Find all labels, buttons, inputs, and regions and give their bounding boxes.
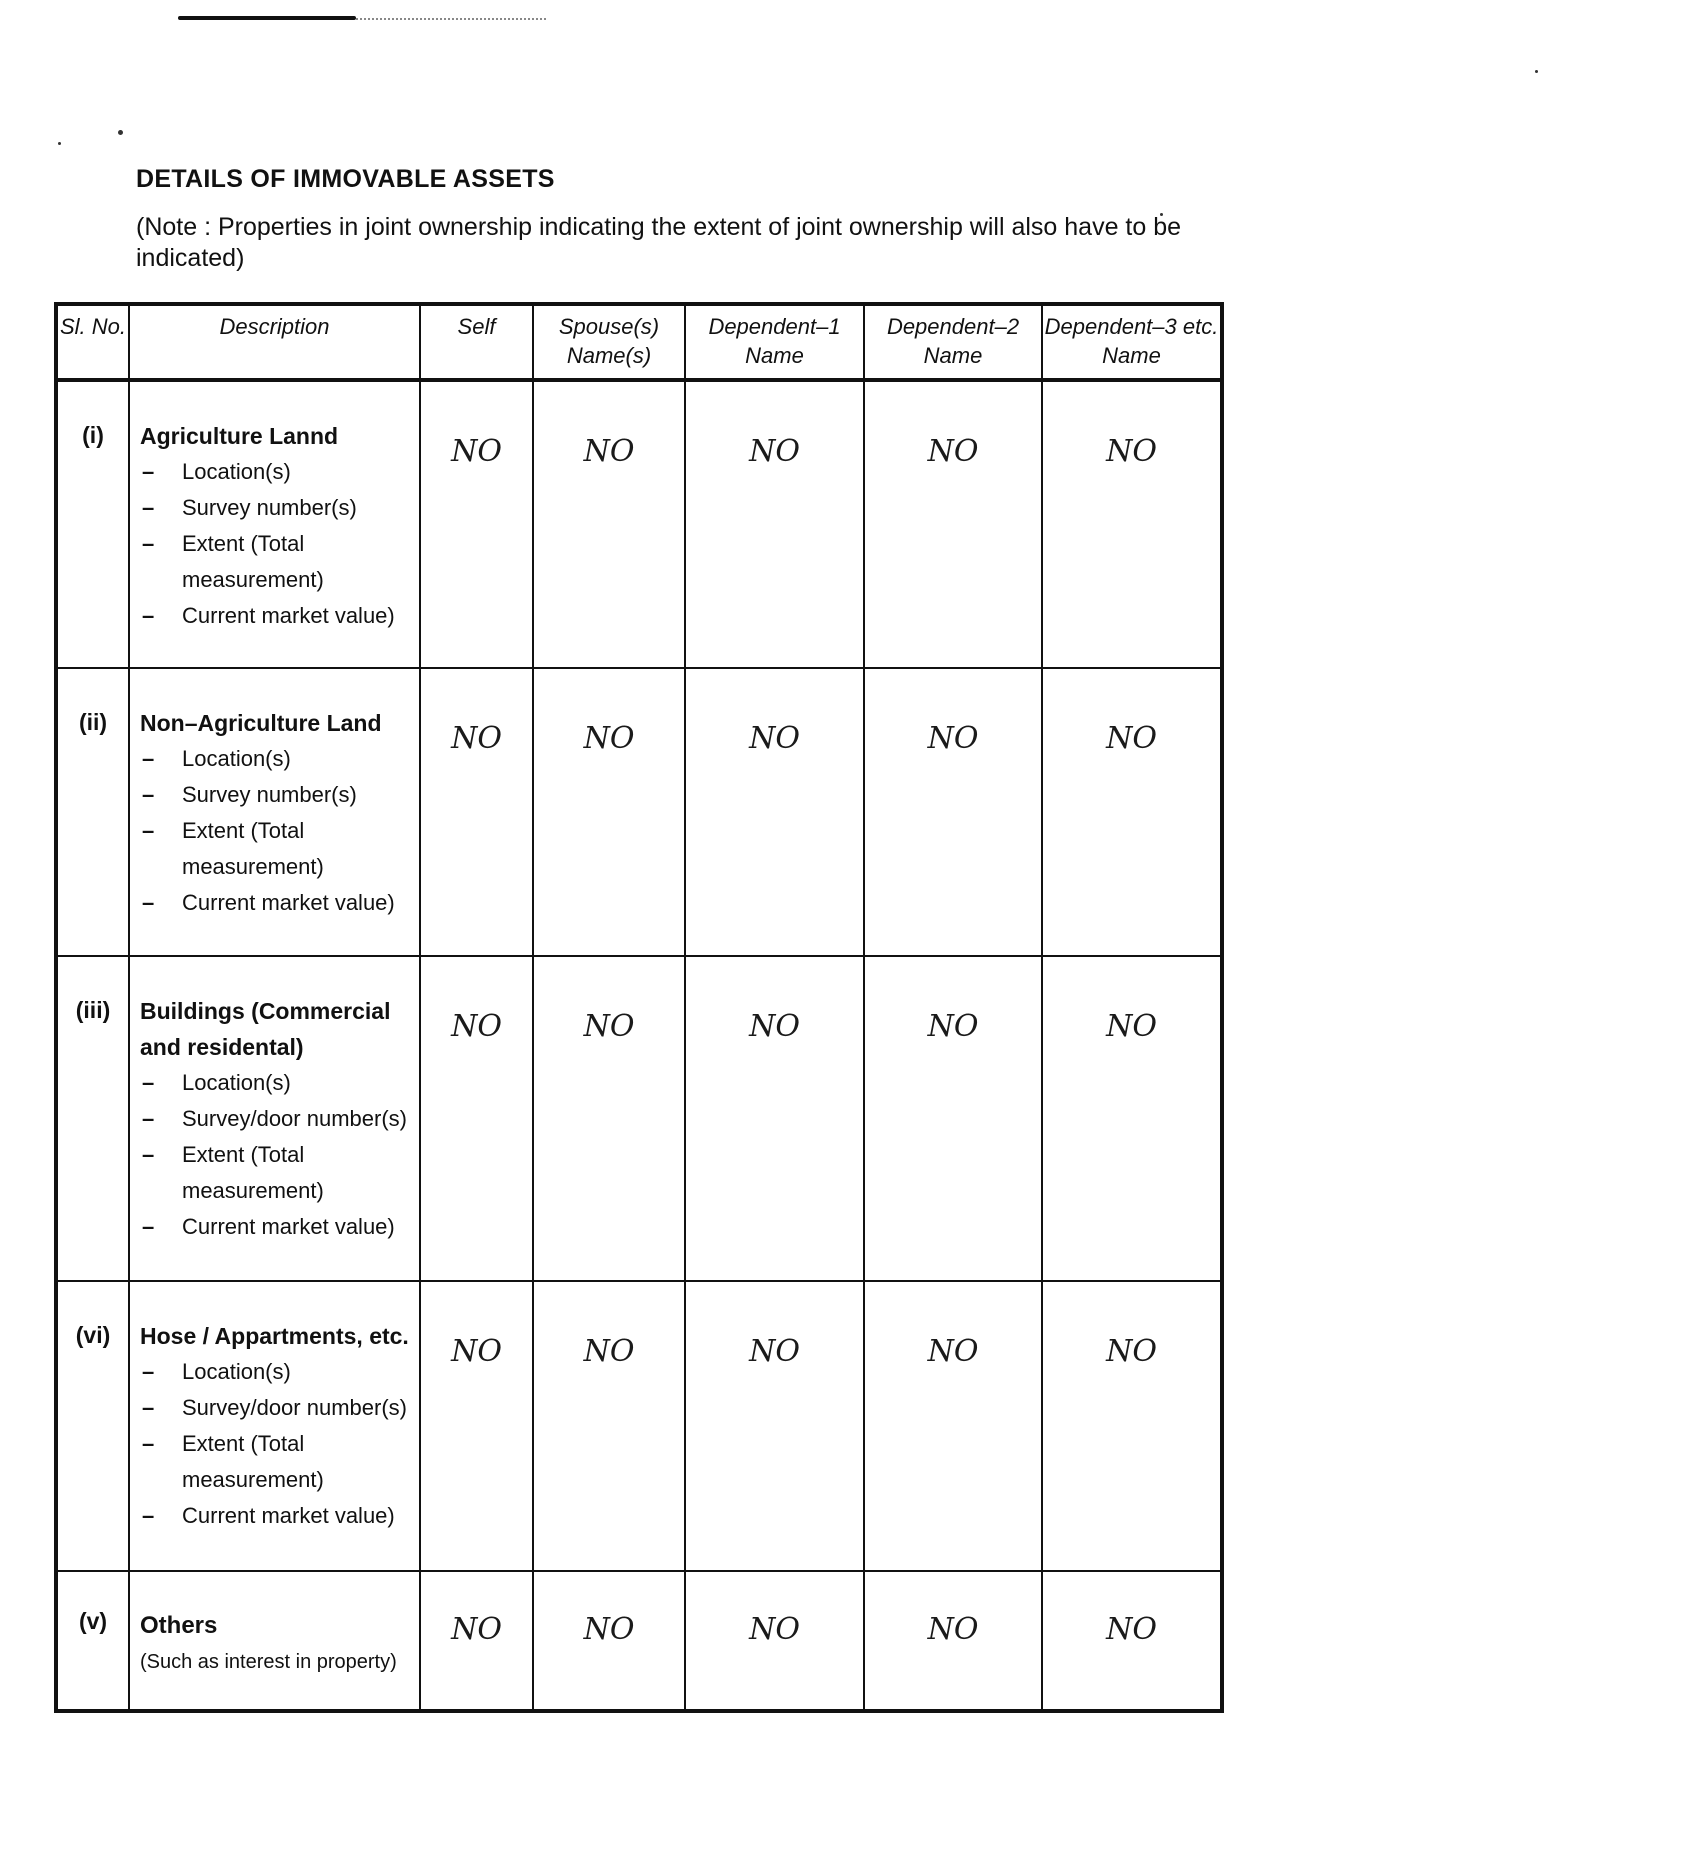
scan-mark-top-faint bbox=[356, 18, 546, 20]
handwritten-value-spouse: NO bbox=[533, 380, 685, 668]
row-number: (ii) bbox=[56, 668, 129, 956]
page-title: DETAILS OF IMMOVABLE ASSETS bbox=[136, 165, 555, 193]
handwritten-value-self: NO bbox=[420, 1281, 533, 1571]
row-number: (vi) bbox=[56, 1281, 129, 1571]
handwritten-value-self: NO bbox=[420, 956, 533, 1281]
handwritten-value-self: NO bbox=[420, 380, 533, 668]
list-item: – Survey/door number(s) bbox=[140, 1101, 415, 1137]
list-item: – Extent (Total measurement) bbox=[140, 1137, 415, 1209]
handwritten-value-dependent-3: NO bbox=[1042, 1571, 1222, 1711]
column-header-description: Description bbox=[129, 304, 420, 380]
row-number: (v) bbox=[56, 1571, 129, 1711]
row-description bbox=[129, 1571, 420, 1711]
row-title: Others bbox=[140, 1612, 218, 1639]
handwritten-value-dependent-1: NO bbox=[685, 1281, 864, 1571]
table-row bbox=[56, 1571, 1222, 1711]
list-item: – Location(s) bbox=[140, 741, 415, 777]
handwritten-value-spouse: NO bbox=[533, 956, 685, 1281]
row-subtitle: (Such as interest in property) bbox=[140, 1651, 397, 1673]
table-row bbox=[56, 380, 1222, 668]
list-item: – Current market value) bbox=[140, 598, 415, 634]
handwritten-value-dependent-1: NO bbox=[685, 1571, 864, 1711]
handwritten-value-dependent-3: NO bbox=[1042, 380, 1222, 668]
row-description bbox=[129, 668, 420, 956]
scan-mark-top bbox=[178, 16, 356, 20]
row-description bbox=[129, 956, 420, 1281]
handwritten-value-dependent-2: NO bbox=[864, 956, 1042, 1281]
handwritten-value-dependent-2: NO bbox=[864, 380, 1042, 668]
row-description bbox=[129, 1281, 420, 1571]
handwritten-value-dependent-2: NO bbox=[864, 668, 1042, 956]
scan-speck bbox=[118, 130, 123, 135]
handwritten-value-dependent-1: NO bbox=[685, 668, 864, 956]
list-item: – Location(s) bbox=[140, 454, 415, 490]
column-header-dependent-1: Dependent–1 Name bbox=[685, 304, 864, 380]
row-title: Non–Agriculture Land bbox=[140, 710, 382, 736]
list-item: – Survey/door number(s) bbox=[140, 1390, 415, 1426]
column-header-dependent-3: Dependent–3 etc. Name bbox=[1042, 304, 1222, 380]
list-item: – Survey number(s) bbox=[140, 490, 415, 526]
list-item: – Survey number(s) bbox=[140, 777, 415, 813]
list-item: – Extent (Total measurement) bbox=[140, 1426, 415, 1498]
table-row bbox=[56, 1281, 1222, 1571]
column-header-self: Self bbox=[420, 304, 533, 380]
handwritten-value-self: NO bbox=[420, 1571, 533, 1711]
handwritten-value-spouse: NO bbox=[533, 1571, 685, 1711]
column-header-sl-no: Sl. No. bbox=[56, 304, 129, 380]
handwritten-value-spouse: NO bbox=[533, 668, 685, 956]
row-description bbox=[129, 380, 420, 668]
handwritten-value-self: NO bbox=[420, 668, 533, 956]
row-items bbox=[140, 1354, 415, 1534]
handwritten-value-dependent-2: NO bbox=[864, 1571, 1042, 1711]
row-items bbox=[140, 1065, 415, 1245]
handwritten-value-dependent-3: NO bbox=[1042, 1281, 1222, 1571]
row-number: (i) bbox=[56, 380, 129, 668]
column-header-dependent-2: Dependent–2 Name bbox=[864, 304, 1042, 380]
list-item: – Current market value) bbox=[140, 1498, 415, 1534]
list-item: – Current market value) bbox=[140, 1209, 415, 1245]
row-title: Agriculture Lannd bbox=[140, 423, 339, 449]
list-item: – Current market value) bbox=[140, 885, 415, 921]
row-items bbox=[140, 454, 415, 634]
list-item: – Location(s) bbox=[140, 1065, 415, 1101]
handwritten-value-dependent-1: NO bbox=[685, 380, 864, 668]
handwritten-value-dependent-3: NO bbox=[1042, 668, 1222, 956]
note-text: (Note : Properties in joint ownership indicating the extent of joint ownership will also have to be indicated) bbox=[136, 213, 1182, 272]
immovable-assets-table bbox=[54, 302, 1224, 1713]
row-items bbox=[140, 741, 415, 921]
table-row bbox=[56, 956, 1222, 1281]
row-number: (iii) bbox=[56, 956, 129, 1281]
handwritten-value-dependent-3: NO bbox=[1042, 956, 1222, 1281]
table-row bbox=[56, 668, 1222, 956]
handwritten-value-spouse: NO bbox=[533, 1281, 685, 1571]
column-header-spouse: Spouse(s) Name(s) bbox=[533, 304, 685, 380]
row-title: Hose / Appartments, etc. bbox=[140, 1323, 409, 1349]
scan-speck bbox=[58, 142, 61, 145]
list-item: – Location(s) bbox=[140, 1354, 415, 1390]
scan-speck bbox=[1535, 70, 1538, 73]
list-item: – Extent (Total measurement) bbox=[140, 813, 415, 885]
list-item: – Extent (Total measurement) bbox=[140, 526, 415, 598]
handwritten-value-dependent-2: NO bbox=[864, 1281, 1042, 1571]
table-header-row bbox=[56, 304, 1222, 380]
row-title: Buildings (Commercial and residental) bbox=[140, 998, 391, 1060]
handwritten-value-dependent-1: NO bbox=[685, 956, 864, 1281]
